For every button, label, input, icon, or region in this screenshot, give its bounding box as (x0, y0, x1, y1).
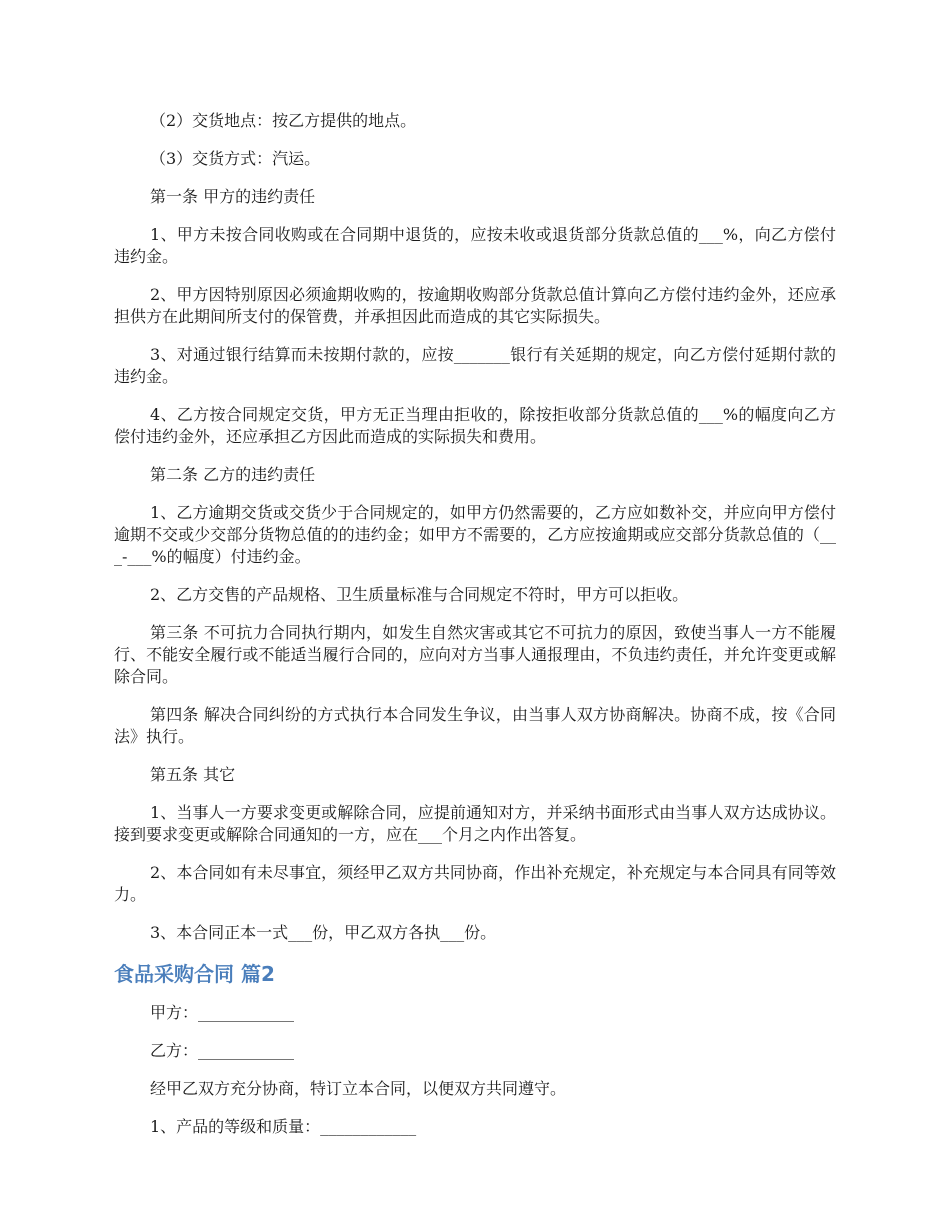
article-2-clause-2: 2、乙方交售的产品规格、卫生质量标准与合同规定不符时，甲方可以拒收。 (150, 585, 689, 604)
article-1-clause-4: 4、乙方按合同规定交货，甲方无正当理由拒收的，除按拒收部分货款总值的___%的幅度向乙方偿付违约金外，还应承担乙方因此而造成的实际损失和费用。 (114, 405, 836, 446)
section-2-heading: 食品采购合同 篇2 (114, 962, 275, 986)
article-5-clause-1: 1、当事人一方要求变更或解除合同，应提前通知对方，并采纳书面形式由当事人双方达成协议。接到要求变更或解除合同通知的一方，应在___个月之内作出答复。 (114, 803, 836, 844)
paragraph-delivery-location: （2）交货地点：按乙方提供的地点。 (150, 111, 417, 130)
article-2-title: 第二条 乙方的违约责任 (150, 465, 316, 484)
article-1-title: 第一条 甲方的违约责任 (150, 187, 316, 206)
party-a-line: 甲方：____________ (150, 1003, 295, 1022)
document-body (114, 110, 836, 1154)
article-5-clause-3: 3、本合同正本一式___份，甲乙双方各执___份。 (150, 923, 497, 942)
article-2-clause-1: 1、乙方逾期交货或交货少于合同规定的，如甲方仍然需要的，乙方应如数补交，并应向甲方偿付逾期不交或少交部分货物总值的的违约金；如甲方不需要的，乙方应按逾期或应交部分货款总值的（___-___%的幅度）付违约金。 (114, 503, 836, 566)
party-b-line: 乙方：____________ (150, 1041, 295, 1060)
agreement-intro: 经甲乙双方充分协商，特订立本合同，以便双方共同遵守。 (150, 1079, 567, 1098)
article-1-clause-1: 1、甲方未按合同收购或在合同期中退货的，应按未收或退货部分货款总值的___%，向乙方偿付违约金。 (114, 225, 836, 266)
article-3: 第三条 不可抗力合同执行期内，如发生自然灾害或其它不可抗力的原因，致使当事人一方不能履行、不能安全履行或不能适当履行合同的，应向对方当事人通报理由，不负违约责任，并允许变更或解除合同。 (114, 623, 836, 686)
clause-product-grade: 1、产品的等级和质量：____________ (150, 1117, 417, 1136)
article-5-title: 第五条 其它 (150, 765, 236, 784)
paragraph-delivery-method: （3）交货方式：汽运。 (150, 149, 321, 168)
article-1-clause-2: 2、甲方因特别原因必须逾期收购的，按逾期收购部分货款总值计算向乙方偿付违约金外，还应承担供方在此期间所支付的保管费，并承担因此而造成的其它实际损失。 (114, 285, 836, 326)
article-1-clause-3: 3、对通过银行结算而未按期付款的，应按_______银行有关延期的规定，向乙方偿付延期付款的违约金。 (114, 345, 836, 386)
article-4: 第四条 解决合同纠纷的方式执行本合同发生争议，由当事人双方协商解决。协商不成，按《合同法》执行。 (114, 705, 836, 746)
article-5-clause-2: 2、本合同如有未尽事宜，须经甲乙双方共同协商，作出补充规定，补充规定与本合同具有同等效力。 (114, 863, 836, 904)
